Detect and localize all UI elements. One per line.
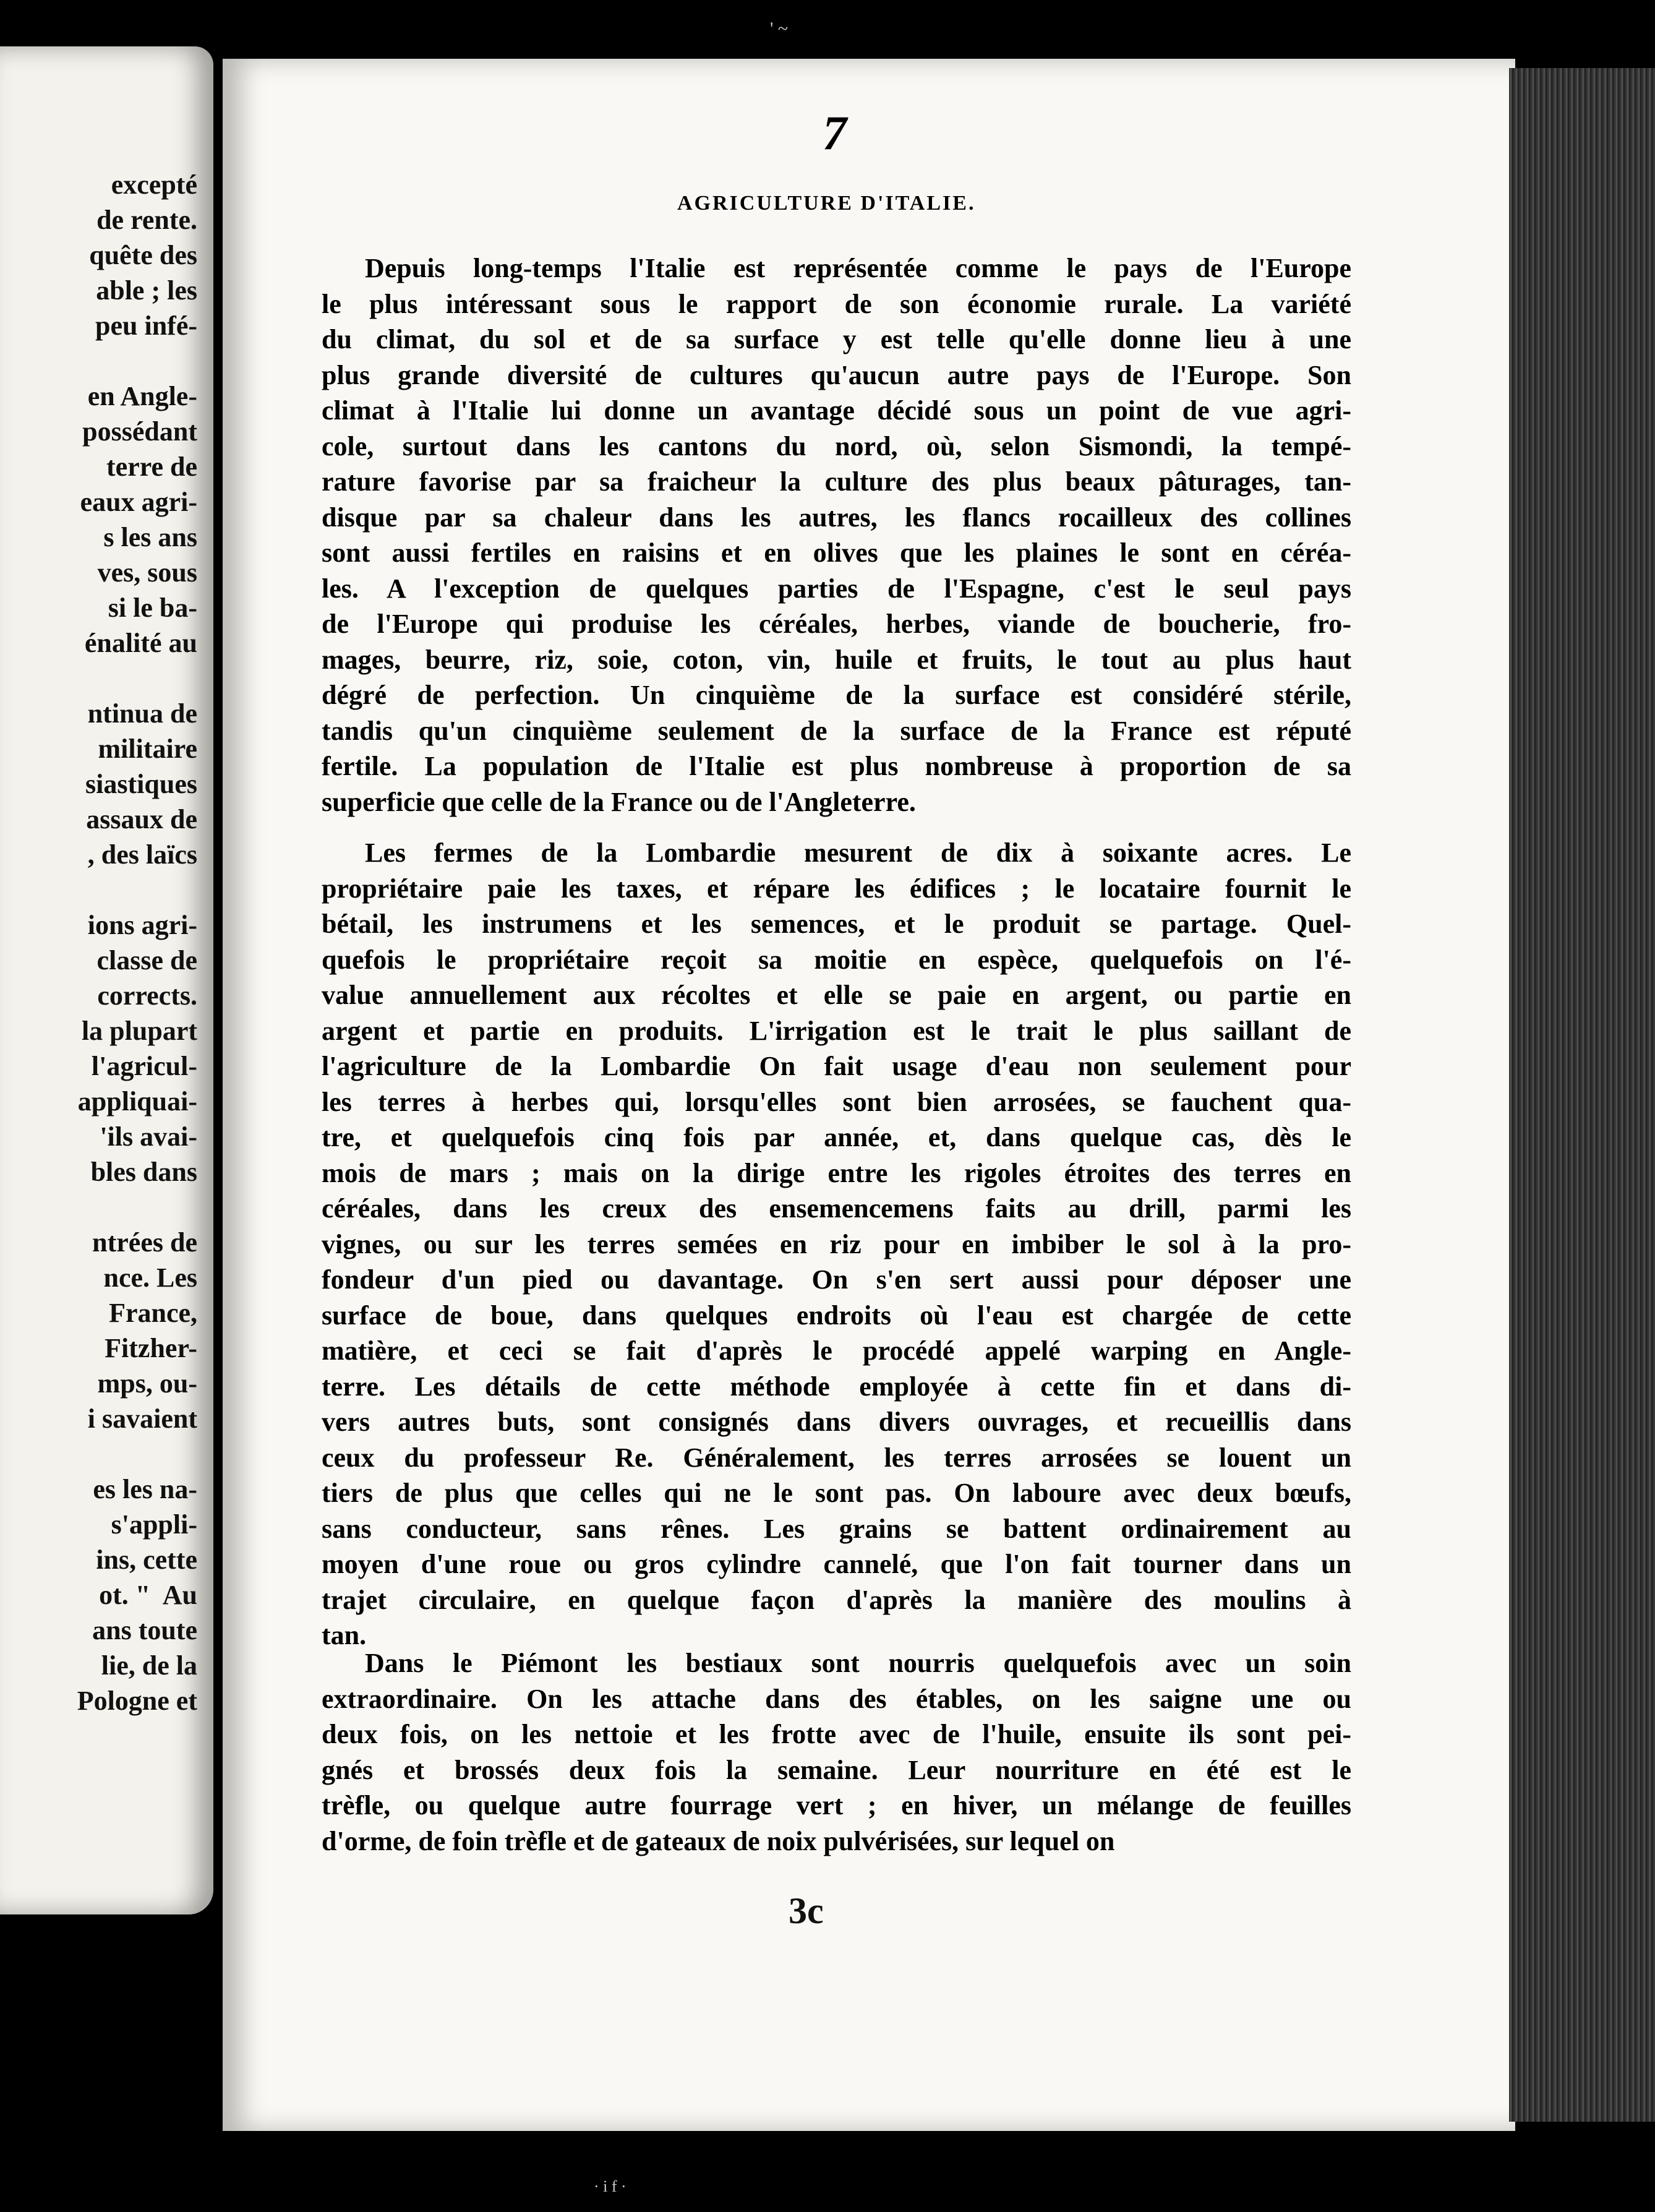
text-line: tandis qu'un cinquième seulement de la surface de la France est réputé [322,715,1351,746]
text-line: vignes, ou sur les terres semées en riz pour en imbiber le sol à la pro- [322,1228,1351,1259]
text-line: Dans le Piémont les bestiaux sont nourris quelquefois avec un soin [365,1648,1351,1678]
left-page-line: Pologne et [77,1686,197,1716]
left-page-line: ions agri- [87,910,197,940]
left-page-line: , des laïcs [87,839,197,870]
text-line: les terres à herbes qui, lorsqu'elles sont bien arrosées, se fauchent qua- [322,1086,1351,1117]
left-page-line: es les na- [93,1474,197,1504]
left-page-line: si le ba- [108,593,197,623]
left-page-line: appliquai- [77,1086,197,1117]
text-line: value annuellement aux récoltes et elle se paie en argent, ou partie en [322,980,1351,1010]
left-page-line: ans toute [92,1615,197,1645]
text-line: rature favorise par sa fraicheur la culture des plus beaux pâturages, tan- [322,466,1351,497]
left-page-line: France, [109,1298,197,1328]
left-page-line: ntinua de [87,698,197,729]
text-line: ceux du professeur Re. Généralement, les terres arrosées se louent un [322,1442,1351,1473]
text-line: plus grande diversité de cultures qu'aucun autre pays de l'Europe. Son [322,359,1351,390]
text-line: tiers de plus que celles qui ne le sont pas. On laboure avec deux bœufs, [322,1478,1351,1508]
text-line: cole, surtout dans les cantons du nord, où, selon Sismondi, la tempé- [322,431,1351,461]
left-page-line: assaux de [86,804,197,834]
left-page-line: able ; les [96,275,197,306]
text-line: moyen d'une roue ou gros cylindre cannelé, que l'on fait tourner dans un [322,1549,1351,1579]
text-line: sont aussi fertiles en raisins et en olives que les plaines le sont en céréa- [322,538,1351,568]
left-page-line: énalité au [84,628,197,658]
left-page-line: possédant [82,416,197,447]
left-page-line: terre de [106,452,197,482]
page-number: 7 [823,106,847,160]
left-page-line: quête des [89,240,197,270]
left-page-line: de rente. [96,205,197,235]
left-page-line [0,661,197,696]
paragraph-1 [322,251,1351,820]
bottom-scan-mark: · i f · [594,2177,627,2195]
text-line: Depuis long-temps l'Italie est représentée comme le pays de l'Europe [365,253,1351,283]
text-line: tan. [322,1620,367,1650]
left-page-line: lie, de la [101,1650,197,1681]
text-line: trèfle, ou quelque autre fourrage vert ; en hiver, un mélange de feuilles [322,1790,1351,1820]
text-line: du climat, du sol et de sa surface y est telle qu'elle donne lieu à une [322,324,1351,354]
text-line: tre, et quelquefois cinq fois par année, et, dans quelque cas, dès le [322,1122,1351,1152]
left-page-line: mps, ou- [97,1368,197,1399]
left-page-line: ves, sous [97,557,197,588]
text-line: quefois le propriétaire reçoit sa moitie en espèce, quelquefois on l'é- [322,944,1351,975]
page-edges [1509,68,1655,2122]
left-page-line: l'agricul- [91,1051,197,1081]
text-line: extraordinaire. On les attache dans des étables, on les saigne une ou [322,1683,1351,1714]
text-line: sans conducteur, sans rênes. Les grains se battent ordinairement au [322,1513,1351,1544]
left-page-line: s'appli- [111,1509,197,1540]
left-page-line [0,343,197,379]
top-scan-mark: ' ~ [770,19,789,39]
text-line: matière, et ceci se fait d'après le procédé appelé warping en Angle- [322,1335,1351,1366]
left-page-line: ot. " Au [99,1580,197,1610]
left-page-line: i savaient [87,1404,197,1434]
left-page-line: excepté [111,169,197,200]
text-line: argent et partie en produits. L'irrigation est le trait le plus saillant de [322,1015,1351,1046]
left-page-line: ntrées de [92,1227,197,1258]
left-page-line: eaux agri- [80,487,197,517]
left-page-line: classe de [96,945,197,975]
text-line: mois de mars ; mais on la dirige entre les rigoles étroites des terres en [322,1157,1351,1188]
left-page-text [0,167,197,1718]
text-line: surface de boue, dans quelques endroits où l'eau est chargée de cette [322,1300,1351,1331]
text-line: propriétaire paie les taxes, et répare les édifices ; le locataire fournit le [322,873,1351,904]
text-line: dégré de perfection. Un cinquième de la surface est considéré stérile, [322,680,1351,710]
left-page-line: militaire [98,734,197,764]
paragraph-2 [322,835,1351,1653]
text-line: le plus intéressant sous le rapport de son économie rurale. La variété [322,288,1351,319]
text-line: mages, beurre, riz, soie, coton, vin, huile et fruits, le tout au plus haut [322,644,1351,675]
text-line: vers autres buts, sont consignés dans divers ouvrages, et recueillis dans [322,1407,1351,1437]
left-facing-page [0,46,213,1914]
left-page-line [0,872,197,907]
text-line: de l'Europe qui produise les céréales, herbes, viande de boucherie, fro- [322,609,1351,639]
left-page-line: en Angle- [87,381,197,411]
left-page-line: la plupart [81,1016,197,1046]
paragraph-3 [322,1645,1351,1859]
left-page-line: s les ans [103,522,197,552]
section-heading: AGRICULTURE D'ITALIE. [677,192,976,215]
text-line: trajet circulaire, en quelque façon d'après la manière des moulins à [322,1584,1351,1615]
left-page-line: siastiques [85,769,197,799]
text-line: céréales, dans les creux des ensemencemens faits au drill, parmi les [322,1193,1351,1224]
text-line: disque par sa chaleur dans les autres, les flancs rocailleux des collines [322,502,1351,533]
text-line: l'agriculture de la Lombardie On fait usage d'eau non seulement pour [322,1051,1351,1081]
left-page-line [0,1436,197,1472]
text-line: les. A l'exception de quelques parties de l'Espagne, c'est le seul pays [322,573,1351,604]
signature-mark: 3c [789,1890,824,1931]
text-line: deux fois, on les nettoie et les frotte avec de l'huile, ensuite ils sont pei- [322,1719,1351,1749]
text-line: Les fermes de la Lombardie mesurent de dix à soixante acres. Le [365,838,1351,868]
text-line: fertile. La population de l'Italie est plus nombreuse à proportion de sa [322,751,1351,781]
text-line: bétail, les instrumens et les semences, et le produit se partage. Quel- [322,909,1351,939]
text-line: terre. Les détails de cette méthode employée à cette fin et dans di- [322,1371,1351,1402]
left-page-line: 'ils avai- [100,1121,197,1152]
text-line: d'orme, de foin trèfle et de gateaux de noix pulvérisées, sur lequel on [322,1825,1115,1856]
text-line: climat à l'Italie lui donne un avantage décidé sous un point de vue agri- [322,395,1351,426]
text-line: gnés et brossés deux fois la semaine. Leur nourriture en été est le [322,1754,1351,1785]
left-page-line: peu infé- [95,311,197,341]
left-page-line: ins, cette [96,1545,197,1575]
left-page-line: corrects. [97,980,197,1011]
left-page-line [0,1190,197,1225]
left-page-line: bles dans [90,1157,197,1187]
text-line: fondeur d'un pied ou davantage. On s'en sert aussi pour déposer une [322,1264,1351,1295]
left-page-line: Fitzher- [105,1333,197,1363]
left-page-line: nce. Les [103,1262,197,1293]
text-line: superficie que celle de la France ou de l'Angleterre. [322,786,916,817]
